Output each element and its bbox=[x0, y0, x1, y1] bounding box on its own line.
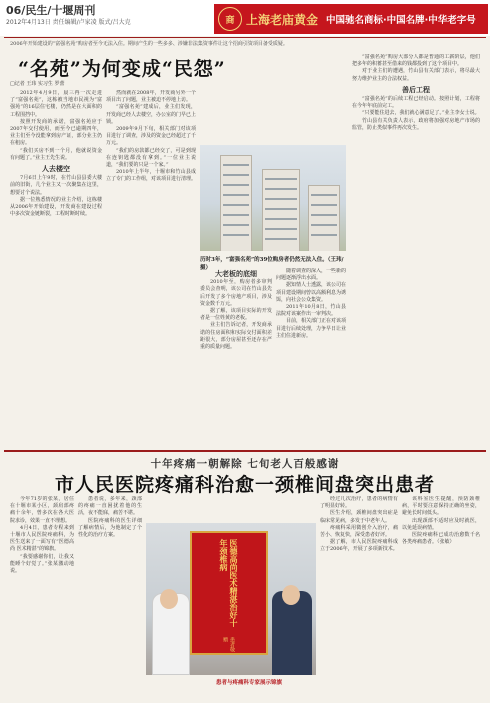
article2-column-2 bbox=[78, 496, 142, 696]
paragraph: 据了解，该项目实际的开发者是一位姓黄的老板。 bbox=[200, 308, 272, 322]
photo2-caption: 患者与疼痛科专家展示锦旗 bbox=[216, 680, 283, 686]
photo-caption: 历时3年，“富强名苑”的39位购房者仍然无法入住。（王玮/摄） bbox=[200, 257, 344, 271]
subheading: 大老板的底细 bbox=[215, 269, 257, 278]
article-kicker: 十年疼痛一朝解除 七旬老人百般感谢 bbox=[150, 458, 340, 470]
honor-banner bbox=[190, 531, 268, 655]
paragraph: 对于业主们的遭遇，竹山县有关部门表示，将尽最大努力维护业主的合法权益。 bbox=[352, 68, 480, 82]
paragraph: 然而就在2008年，开发商另外一个项目出了问题，业主被迫不停地上访。 bbox=[106, 90, 196, 104]
article-headline: “名苑”为何变成“民怨” bbox=[18, 58, 226, 80]
paragraph: 竹山县有关负责人表示，政府将加强对房地产市场的监管，防止类似事件再次发生。 bbox=[352, 117, 480, 131]
paragraph: 2010年至，购房者多审判委员会查明，该公司在竹山县先后开发了多个房地产项目，涉及资金数千万元。 bbox=[200, 279, 272, 307]
paragraph: 目前，相关部门正在对该项目进行后续处理，力争早日让业主们住进新房。 bbox=[276, 318, 346, 339]
banner-text: 医德高尚医术精湛治好十年颈椎病 bbox=[219, 539, 239, 627]
paragraph: 据知情人士透露，该公司在项目建设期间曾以高额利息为诱饵，向社会公众集资。 bbox=[276, 282, 346, 303]
paragraph: 2010年上半年，十堰市和竹山县成立了专门的工作组，对该项目进行清理。 bbox=[106, 169, 196, 183]
paragraph: “富强名苑”建成后，业主们发现，开发商已经人去楼空，办公室的门早已上锁。 bbox=[106, 104, 196, 125]
article-column-4 bbox=[276, 268, 346, 445]
banner-signature: 患者敬赠 bbox=[222, 637, 235, 653]
paragraph: 疼痛科采用微创介入治疗，痛苦小、恢复快，深受患者好评。 bbox=[320, 524, 398, 539]
article2-column-4 bbox=[402, 496, 480, 696]
article-byline: □记者 王玮 实习生 罗蕾 bbox=[10, 81, 65, 87]
paragraph: 业主们告诉记者，开发商承诺的住房面积和实际交付面积差距很大，部分房屋甚至还存在严重的质量问题。 bbox=[200, 322, 272, 351]
advertisement-banner[interactable] bbox=[214, 4, 488, 34]
paragraph: “富强名苑”的后续工程已经启动。按照计划，工程将在今年年底前完工。 bbox=[352, 96, 480, 110]
article2-column-3 bbox=[320, 496, 398, 696]
paragraph: “我要感谢你们，让我又能睡个好觉了。”张某激动地说。 bbox=[10, 553, 74, 575]
issue-date: 2012年4月13日 责任编辑/卢家凌 版式/吕大克 bbox=[6, 19, 131, 26]
paragraph: 今年71岁的张某，居住在十堰市某小区，颈肩部疼痛十余年，曾多次在各大医院求诊，效果一直不理想。 bbox=[10, 496, 74, 524]
building-photo bbox=[200, 145, 346, 251]
paragraph: “我们买房不到一个月，他就说资金有问题了。”业主王先生说。 bbox=[10, 147, 102, 161]
paragraph: 按照开发商的承诺，富强名苑应于2007年交付使用，而至今已逾期四年，业主们至今没能拿到房产证，部分业主仍在租房。 bbox=[10, 118, 102, 147]
paragraph: 出现颈部不适时应及时就医，以免延误病情。 bbox=[402, 517, 480, 531]
paragraph: 据了解，市人民医院疼痛科成立于2006年，开展了多项新技术。 bbox=[320, 539, 398, 553]
section-divider bbox=[4, 450, 486, 452]
ad-slogan: 中国驰名商标·中国名牌·中华老字号 bbox=[326, 15, 476, 26]
article-headline-2: 市人民医院疼痛科治愈一颈椎间盘突出患者 bbox=[54, 474, 435, 496]
paragraph: 该科室医生提醒，预防颈椎病，平时要注意保持正确的坐姿，避免长时间低头。 bbox=[402, 496, 480, 517]
ad-brand: 上海老庙黄金 bbox=[246, 12, 319, 27]
banner-photo bbox=[146, 523, 316, 675]
paragraph: 患者说，多年来，颈部的疼痛一直困扰着他的生活，夜不能寐，痛苦不堪。 bbox=[78, 496, 142, 517]
article-column-1 bbox=[10, 90, 102, 445]
paragraph: 随着调查的深入，一些新的问题逐渐浮出水面。 bbox=[276, 268, 346, 282]
paragraph: 据一位熟悉情况的业主介绍，这栋楼从2006年开始建设，开发商在建设过程中多次资金链断裂，工程时断时续。 bbox=[10, 196, 102, 218]
subheading: 人去楼空 bbox=[42, 164, 70, 174]
paragraph: 医院疼痛科的医生详细了解病情后，为他制定了个性化的治疗方案。 bbox=[78, 517, 142, 539]
page-header bbox=[0, 0, 490, 36]
paragraph: 2009年9月下旬，相关部门对该项目进行了调查，涉及的资金已经超过了千万元。 bbox=[106, 126, 196, 147]
section-title: 06/民生/十堰周刊 bbox=[6, 4, 96, 17]
article-column-3 bbox=[200, 268, 272, 445]
paragraph: “我们的房款都已经交了，可是到现在连钥匙都没有拿到。”一位业主说道，“我们要的只是一个家。” bbox=[106, 147, 196, 169]
paragraph: 医院疼痛科已成功治愈数千名各类疼痛患者。（张敏） bbox=[402, 532, 480, 546]
paragraph: 经过几次治疗，患者的病情有了明显好转。 bbox=[320, 496, 398, 510]
paragraph: “富强名苑”购房大部分人都是普通的工薪阶层，他们把多年的积蓄甚至借来的钱都投到了这个项目中。 bbox=[352, 54, 480, 68]
article-lead: 2006年开始建设的“富强名苑”购房者至今无法入住。期间产生的一些多多、涉嫌非法集资事件让这个招商引资项目备受质疑。 bbox=[10, 41, 288, 47]
subheading: 善后工程 bbox=[402, 84, 430, 94]
header-divider bbox=[4, 37, 486, 38]
paragraph: “只要能住进去，我们就心满意足了。”业主李女士说。 bbox=[362, 110, 480, 117]
paragraph: 医生介绍，颈椎间盘突出症是临床常见病，多发于中老年人。 bbox=[320, 510, 398, 524]
article-column-5 bbox=[352, 54, 480, 445]
paragraph: 2011年10月8日，竹山县法院对该案作出一审判决。 bbox=[276, 304, 346, 318]
article-column-2 bbox=[106, 90, 196, 445]
paragraph: 7月6日上午9时，在竹山县县委大楼前的旧街，几个业主又一次聚集在这里，想要讨个说法。 bbox=[10, 175, 102, 196]
paragraph: 2012年4月9日，晨三再一次走进了“富强名苑”，这栋被当地市民视为“富强苑”的16层住宅楼，仍然是在大面积的工程围挡中。 bbox=[10, 90, 102, 118]
brand-logo-icon: 商 bbox=[218, 7, 242, 31]
paragraph: 4月4日，患者专程来到十堰市人民医院疼痛科，为医生送来了一面写有“医德高尚 医术精湛”的锦旗。 bbox=[10, 524, 74, 553]
article2-column-1 bbox=[10, 496, 74, 696]
